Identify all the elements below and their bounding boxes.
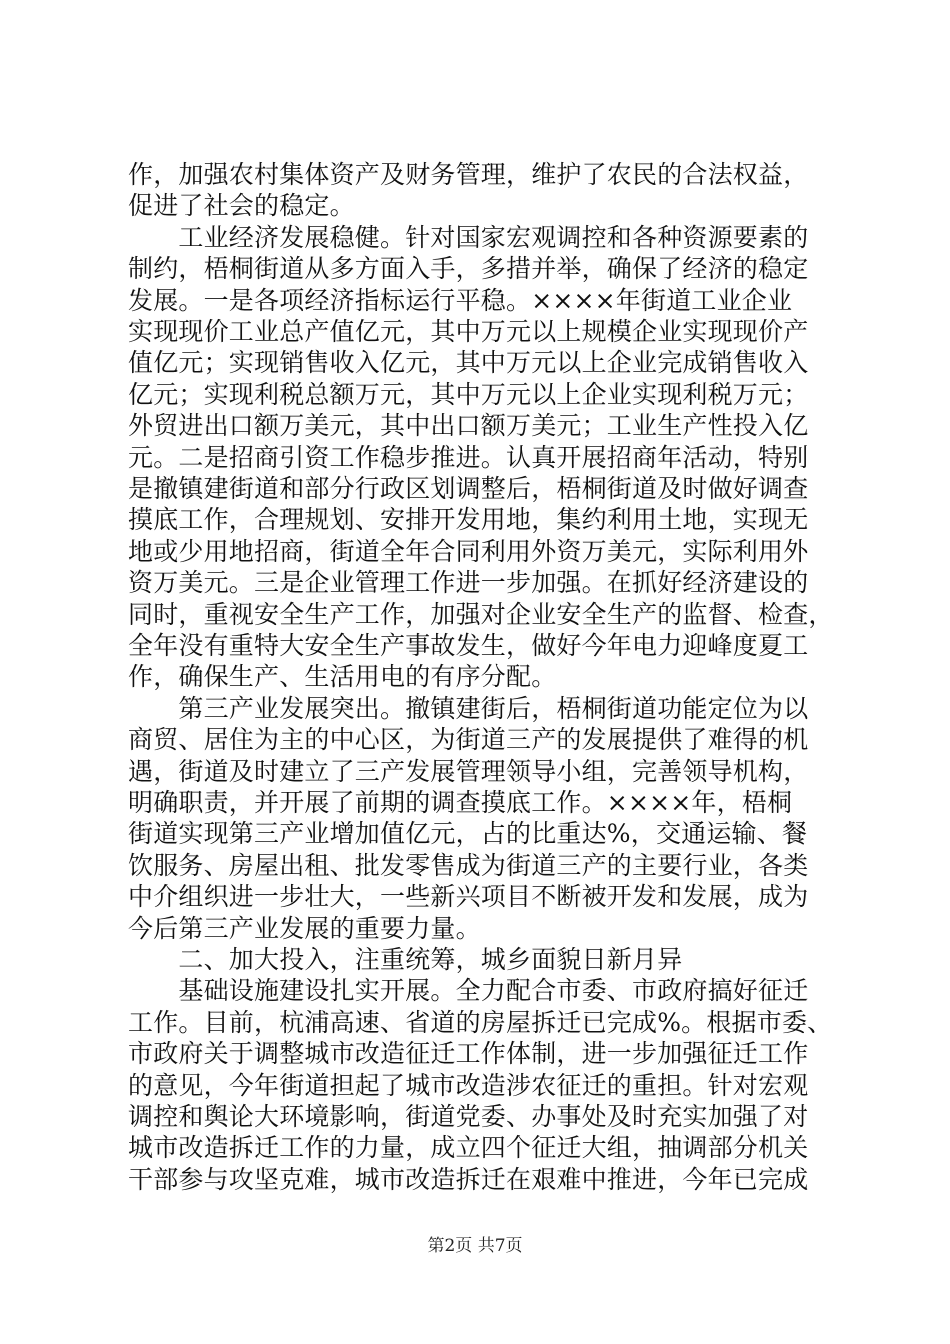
text-line: 城市改造拆迁工作的力量，成立四个征迁大组，抽调部分机关 — [128, 1133, 809, 1163]
text-line: 亿元；实现利税总额万元，其中万元以上企业实现利税万元； — [128, 379, 809, 409]
text-line: 基础设施建设扎实开展。全力配合市委、市政府搞好征迁 — [128, 976, 809, 1006]
text-line: 饮服务、房屋出租、批发零售成为街道三产的主要行业，各类 — [128, 850, 809, 880]
text-line: 资万美元。三是企业管理工作进一步加强。在抓好经济建设的 — [128, 568, 809, 598]
text-line: 同时，重视安全生产工作，加强对企业安全生产的监督、检查， — [128, 599, 834, 629]
text-line: 外贸进出口额万美元，其中出口额万美元；工业生产性投入亿 — [128, 411, 809, 441]
text-line: 的意见，今年街道担起了城市改造涉农征迁的重担。针对宏观 — [128, 1070, 809, 1100]
text-line: 地或少用地招商，街道全年合同利用外资万美元，实际利用外 — [128, 536, 809, 566]
text-line: 促进了社会的稳定。 — [128, 191, 355, 221]
text-line: 明确职责，并开展了前期的调查摸底工作。××××年，梧桐 — [128, 788, 793, 817]
text-line: 调控和舆论大环境影响，街道党委、办事处及时充实加强了对 — [128, 1102, 809, 1131]
text-line: 市政府关于调整城市改造征迁工作体制，进一步加强征迁工作 — [128, 1039, 809, 1069]
text-line: 今后第三产业发展的重要力量。 — [128, 913, 481, 943]
text-line: 发展。一是各项经济指标运行平稳。××××年街道工业企业 — [128, 285, 793, 315]
section-heading: 二、加大投入，注重统筹，城乡面貌日新月异 — [128, 945, 683, 974]
text-line: 中介组织进一步壮大，一些新兴项目不断被开发和发展，成为 — [128, 882, 809, 912]
text-line: 制约，梧桐街道从多方面入手，多措并举，确保了经济的稳定 — [128, 254, 809, 284]
text-line: 工业经济发展稳健。针对国家宏观调控和各种资源要素的 — [128, 222, 809, 252]
text-line: 全年没有重特大安全生产事故发生，做好今年电力迎峰度夏工 — [128, 631, 809, 660]
text-line: 值亿元；实现销售收入亿元，其中万元以上企业完成销售收入 — [128, 348, 809, 378]
text-line: 遇，街道及时建立了三产发展管理领导小组，完善领导机构， — [128, 756, 809, 786]
text-line: 摸底工作，合理规划、安排开发用地，集约利用土地，实现无 — [128, 505, 809, 535]
text-line: 是撤镇建街道和部分行政区划调整后，梧桐街道及时做好调查 — [128, 474, 809, 503]
text-line: 工作。目前，杭浦高速、省道的房屋拆迁已完成%。根据市委、 — [128, 1007, 833, 1037]
text-line: 作，加强农村集体资产及财务管理，维护了农民的合法权益， — [128, 160, 809, 189]
text-line: 第三产业发展突出。撤镇建街后，梧桐街道功能定位为以 — [128, 693, 809, 723]
text-line: 作，确保生产、生活用电的有序分配。 — [128, 662, 557, 692]
text-line: 街道实现第三产业增加值亿元，占的比重达%，交通运输、餐 — [128, 819, 808, 849]
text-line: 商贸、居住为主的中心区，为街道三产的发展提供了难得的机 — [128, 725, 809, 755]
page-number-footer: 第2页 共7页 — [427, 1236, 523, 1256]
text-line: 实现现价工业总产值亿元，其中万元以上规模企业实现现价产 — [128, 317, 809, 346]
text-line: 干部参与攻坚克难，城市改造拆迁在艰难中推进，今年已完成 — [128, 1164, 809, 1194]
text-line: 元。二是招商引资工作稳步推进。认真开展招商年活动，特别 — [128, 442, 809, 472]
